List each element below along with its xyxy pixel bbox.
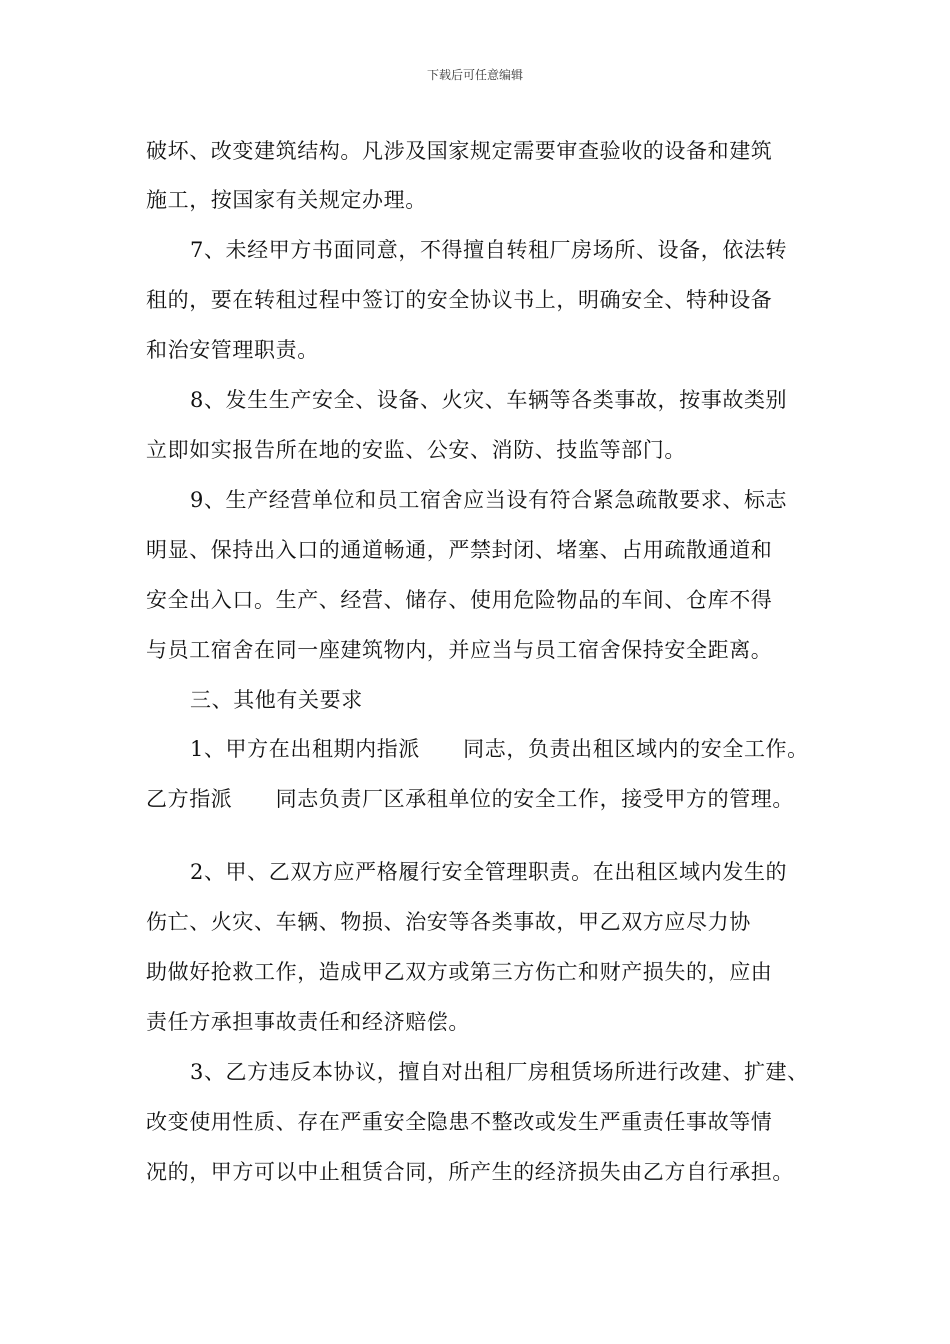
paragraph-start-1: 1、甲方在出租期内指派 同志，负责出租区域内的安全工作。 xyxy=(190,737,809,761)
paragraph-start-2: 2、甲、乙双方应严格履行安全管理职责。在出租区域内发生的 xyxy=(190,860,788,884)
text-line: 与员工宿舍在同一座建筑物内，并应当与员工宿舍保持安全距离。 xyxy=(146,638,773,662)
text-line: 助做好抢救工作，造成甲乙双方或第三方伤亡和财产损失的，应由 xyxy=(146,960,773,984)
page-header: 下载后可任意编辑 xyxy=(426,68,523,82)
text-line: 乙方指派 同志负责厂区承租单位的安全工作，接受甲方的管理。 xyxy=(146,787,794,811)
text-line: 责任方承担事故责任和经济赔偿。 xyxy=(146,1010,470,1034)
paragraph-start-9: 9、生产经营单位和员工宿舍应当设有符合紧急疏散要求、标志 xyxy=(190,488,788,512)
text-line: 施工，按国家有关规定办理。 xyxy=(146,188,427,212)
section-heading: 三、其他有关要求 xyxy=(190,688,363,712)
text-line: 况的，甲方可以中止租赁合同，所产生的经济损失由乙方自行承担。 xyxy=(146,1160,794,1184)
text-line: 租的，要在转租过程中签订的安全协议书上，明确安全、特种设备 xyxy=(146,288,773,312)
text-line: 和治安管理职责。 xyxy=(146,338,319,362)
paragraph-start-8: 8、发生生产安全、设备、火灾、车辆等各类事故，按事故类别 xyxy=(190,388,788,412)
text-line: 立即如实报告所在地的安监、公安、消防、技监等部门。 xyxy=(146,438,686,462)
text-line: 改变使用性质、存在严重安全隐患不整改或发生严重责任事故等情 xyxy=(146,1110,773,1134)
paragraph-start-3: 3、乙方违反本协议，擅自对出租厂房租赁场所进行改建、扩建、 xyxy=(190,1060,809,1084)
text-line: 明显、保持出入口的通道畅通，严禁封闭、堵塞、占用疏散通道和 xyxy=(146,538,773,562)
text-line: 伤亡、火灾、车辆、物损、治安等各类事故，甲乙双方应尽力协 xyxy=(146,910,751,934)
text-line: 破坏、改变建筑结构。凡涉及国家规定需要审查验收的设备和建筑 xyxy=(146,139,773,163)
text-line: 安全出入口。生产、经营、储存、使用危险物品的车间、仓库不得 xyxy=(146,588,773,612)
paragraph-start-7: 7、未经甲方书面同意，不得擅自转租厂房场所、设备，依法转 xyxy=(190,238,788,262)
